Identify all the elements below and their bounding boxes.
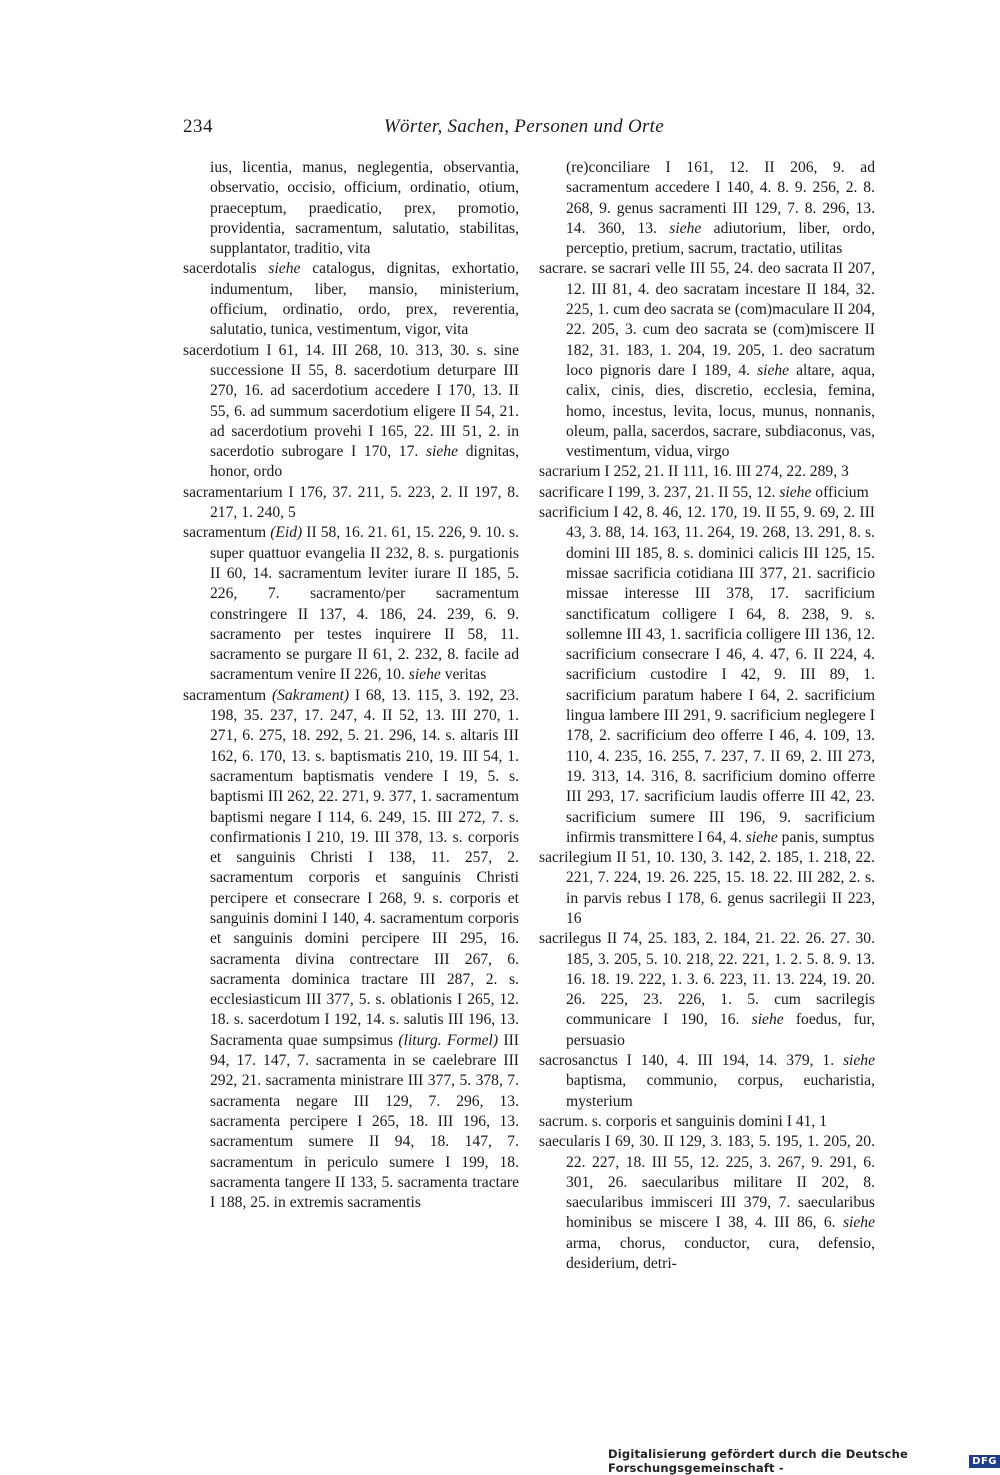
index-entry: sacrilegium II 51, 10. 130, 3. 142, 2. 185, 1. 218, 22. 221, 7. 224, 19. 26. 225, 15. 18. 22. III 282, 2. s. in parvis rebus I 178, 6. genus sacrilegii II 223, 16 [539, 849, 875, 927]
page-number: 234 [183, 116, 213, 137]
footer-credit-text: Digitalisierung gefördert durch die Deutsche Forschungsgemeinschaft - [608, 1447, 909, 1475]
index-entry: ius, licentia, manus, neglegentia, observantia, observatio, occisio, officium, ordinatio, otium, praeceptum, praedicatio, prex, promotio, providentia, sacramentum, salutatio, stabilitas, supplantator, traditio, vita [210, 159, 519, 258]
index-entry: sacrare. se sacrari velle III 55, 24. deo sacrata II 207, 12. III 81, 4. deo sacratam incestare II 184, 32. 225, 1. cum deo sacrata se (com)maculare II 204, 22. 205, 3. cum deo sacrata se (com)miscere II 182, 31. 183, 1. 204, 19. 205, 1. deo sacratum loco pignoris dare I 189, 4. siehe altare, aqua, calix, cinis, dies, discretio, ecclesia, femina, homo, incestus, levita, locus, munus, nonnanis, oleum, palla, sacerdos, sacrare, subdiaconus, vas, vestimentum, vidua, virgo [539, 260, 875, 461]
index-entry: sacrificium I 42, 8. 46, 12. 170, 19. II 55, 9. 69, 2. III 43, 3. 88, 14. 163, 11. 264, 19. 268, 13. 291, 8. s. domini III 185, 8. s. dominici calicis III 125, 15. missae sacrificia cotidiana III 377, 21. sacrificio missae interesse III 378, 17. sacrificium sanctificatum colligere I 64, 8. 238, 9. s. sollemne III 43, 1. sacrificia colligere III 136, 12. sacrificium consecrare I 46, 4. 47, 6. II 224, 4. sacrificium custodire I 42, 9. III 89, 1. sacrificium paratum habere I 64, 2. sacrificium lingua lambere III 291, 9. sacrificium neglegere I 178, 2. sacrificium deo offerre I 46, 4. 109, 13. 110, 4. 235, 16. 255, 7. 237, 7. II 69, 2. III 273, 19. 313, 14. 316, 8. sacrificium domino offerre III 293, 17. sacrificium laudis offerre III 42, 23. sacrificium sumere III 196, 9. sacrificium infirmis transmittere I 64, 4. siehe panis, sumptus [539, 504, 875, 846]
footer-credit [608, 1447, 1000, 1475]
index-entry: sacerdotium I 61, 14. III 268, 10. 313, 30. s. sine successione II 55, 8. sacerdotium deturpare III 270, 16. ad sacerdotium accedere I 170, 13. II 55, 6. ad summum sacerdotium eligere II 54, 21. ad sacerdotium provehi I 165, 22. III 51, 2. in sacerdotio subrogare I 170, 17. siehe dignitas, honor, ordo [183, 341, 519, 481]
running-head: Wörter, Sachen, Personen und Orte [383, 116, 664, 137]
index-entry: (re)conciliare I 161, 12. II 206, 9. ad sacramentum accedere I 140, 4. 8. 9. 256, 2. 8. 268, 9. genus sacramenti III 129, 7. 8. 296, 13. 14. 360, 13. siehe adiutorium, liber, ordo, perceptio, pretium, sacrum, tractatio, utilitas [566, 159, 875, 258]
index-entry: sacrum. s. corporis et sanguinis domini I 41, 1 [539, 1112, 828, 1130]
index-entry: saecularis I 69, 30. II 129, 3. 183, 5. 195, 1. 205, 20. 22. 227, 18. III 55, 12. 225, 3. 267, 9. 291, 6. 301, 26. saecularibus militare II 202, 8. saecularibus immisceri III 379, 7. saecularibus hominibus se miscere I 38, 4. III 86, 6. siehe arma, chorus, conductor, cura, defensio, desiderium, detri- [539, 1133, 875, 1273]
dfg-logo: DFG [969, 1455, 1000, 1468]
index-column-right [539, 158, 875, 1274]
index-entry: sacrosanctus I 140, 4. III 194, 14. 379, 1. siehe baptisma, communio, corpus, eucharistia, mysterium [539, 1052, 875, 1110]
index-entry: sacerdotalis siehe catalogus, dignitas, exhortatio, indumentum, liber, mansio, ministerium, officium, ordinatio, ordo, prex, reverentia, salutatio, tunica, vestimentum, vigor, vita [183, 260, 519, 339]
index-entry: sacrilegus II 74, 25. 183, 2. 184, 21. 22. 26. 27. 30. 185, 3. 205, 5. 10. 218, 22. 221, 1. 2. 5. 8. 9. 13. 16. 18. 19. 222, 1. 3. 6. 223, 11. 13. 224, 19. 20. 26. 225, 23. 226, 1. 5. cum sacrilegis communicare I 190, 16. siehe foedus, fur, persuasio [539, 930, 875, 1049]
index-column-left [183, 158, 519, 1213]
index-entry: sacramentum (Eid) II 58, 16. 21. 61, 15. 226, 9. 10. s. super quattuor evangelia II 232, 8. s. purgationis II 60, 14. sacramentum leviter iurare II 185, 5. 226, 7. sacramento/per sacramentum constringere II 137, 4. 186, 24. 239, 6. 9. sacramento per testes inquirere II 58, 11. sacramento se purgare II 61, 2. 232, 8. facile ad sacramentum venire II 226, 10. siehe veritas [183, 524, 520, 684]
index-entry: sacramentum (Sakrament) I 68, 13. 115, 3. 192, 23. 198, 35. 237, 17. 247, 4. II 52, 13. III 270, 1. 271, 6. 275, 18. 292, 5. 21. 296, 14. s. altaris III 162, 6. 170, 13. s. baptismatis 210, 19. III 54, 1. sacramentum baptismatis vendere I 19, 5. s. baptismi III 262, 22. 271, 9. 377, 1. sacramentum baptismi negare I 114, 6. 249, 15. III 272, 7. s. confirmationis I 210, 19. III 378, 13. s. corporis et sanguinis Christi I 138, 11. 257, 2. sacramentum corporis et sanguinis Christi percipere et consecrare I 268, 9. s. corporis et sanguinis domini I 140, 4. sacramentum corporis et sanguinis domini percipere III 295, 16. sacramenta divina contrectare III 267, 6. sacramenta dominica tractare III 287, 2. s. ecclesiasticum III 377, 5. s. oblationis I 265, 12. 18. s. sacerdotum I 192, 14. s. salutis III 196, 13. Sacramenta quae sumpsimus (liturg. Formel) III 94, 17. 147, 7. sacramenta in se caelebrare III 292, 21. sacramenta ministrare III 377, 5. 378, 7. sacramenta negare III 129, 7. 296, 13. sacramenta percipere I 265, 18. III 196, 13. sacramentum sumere II 94, 18. 147, 7. sacramentum in periculo sumere I 199, 18. sacramenta tangere II 133, 5. sacramenta tractare I 188, 25. in extremis sacramentis [183, 686, 519, 1212]
index-entry: sacrarium I 252, 21. II 111, 16. III 274, 22. 289, 3 [539, 463, 849, 481]
index-entry: sacrificare I 199, 3. 237, 21. II 55, 12. siehe officium [539, 483, 869, 501]
index-entry: sacramentarium I 176, 37. 211, 5. 223, 2. II 197, 8. 217, 1. 240, 5 [183, 483, 519, 522]
